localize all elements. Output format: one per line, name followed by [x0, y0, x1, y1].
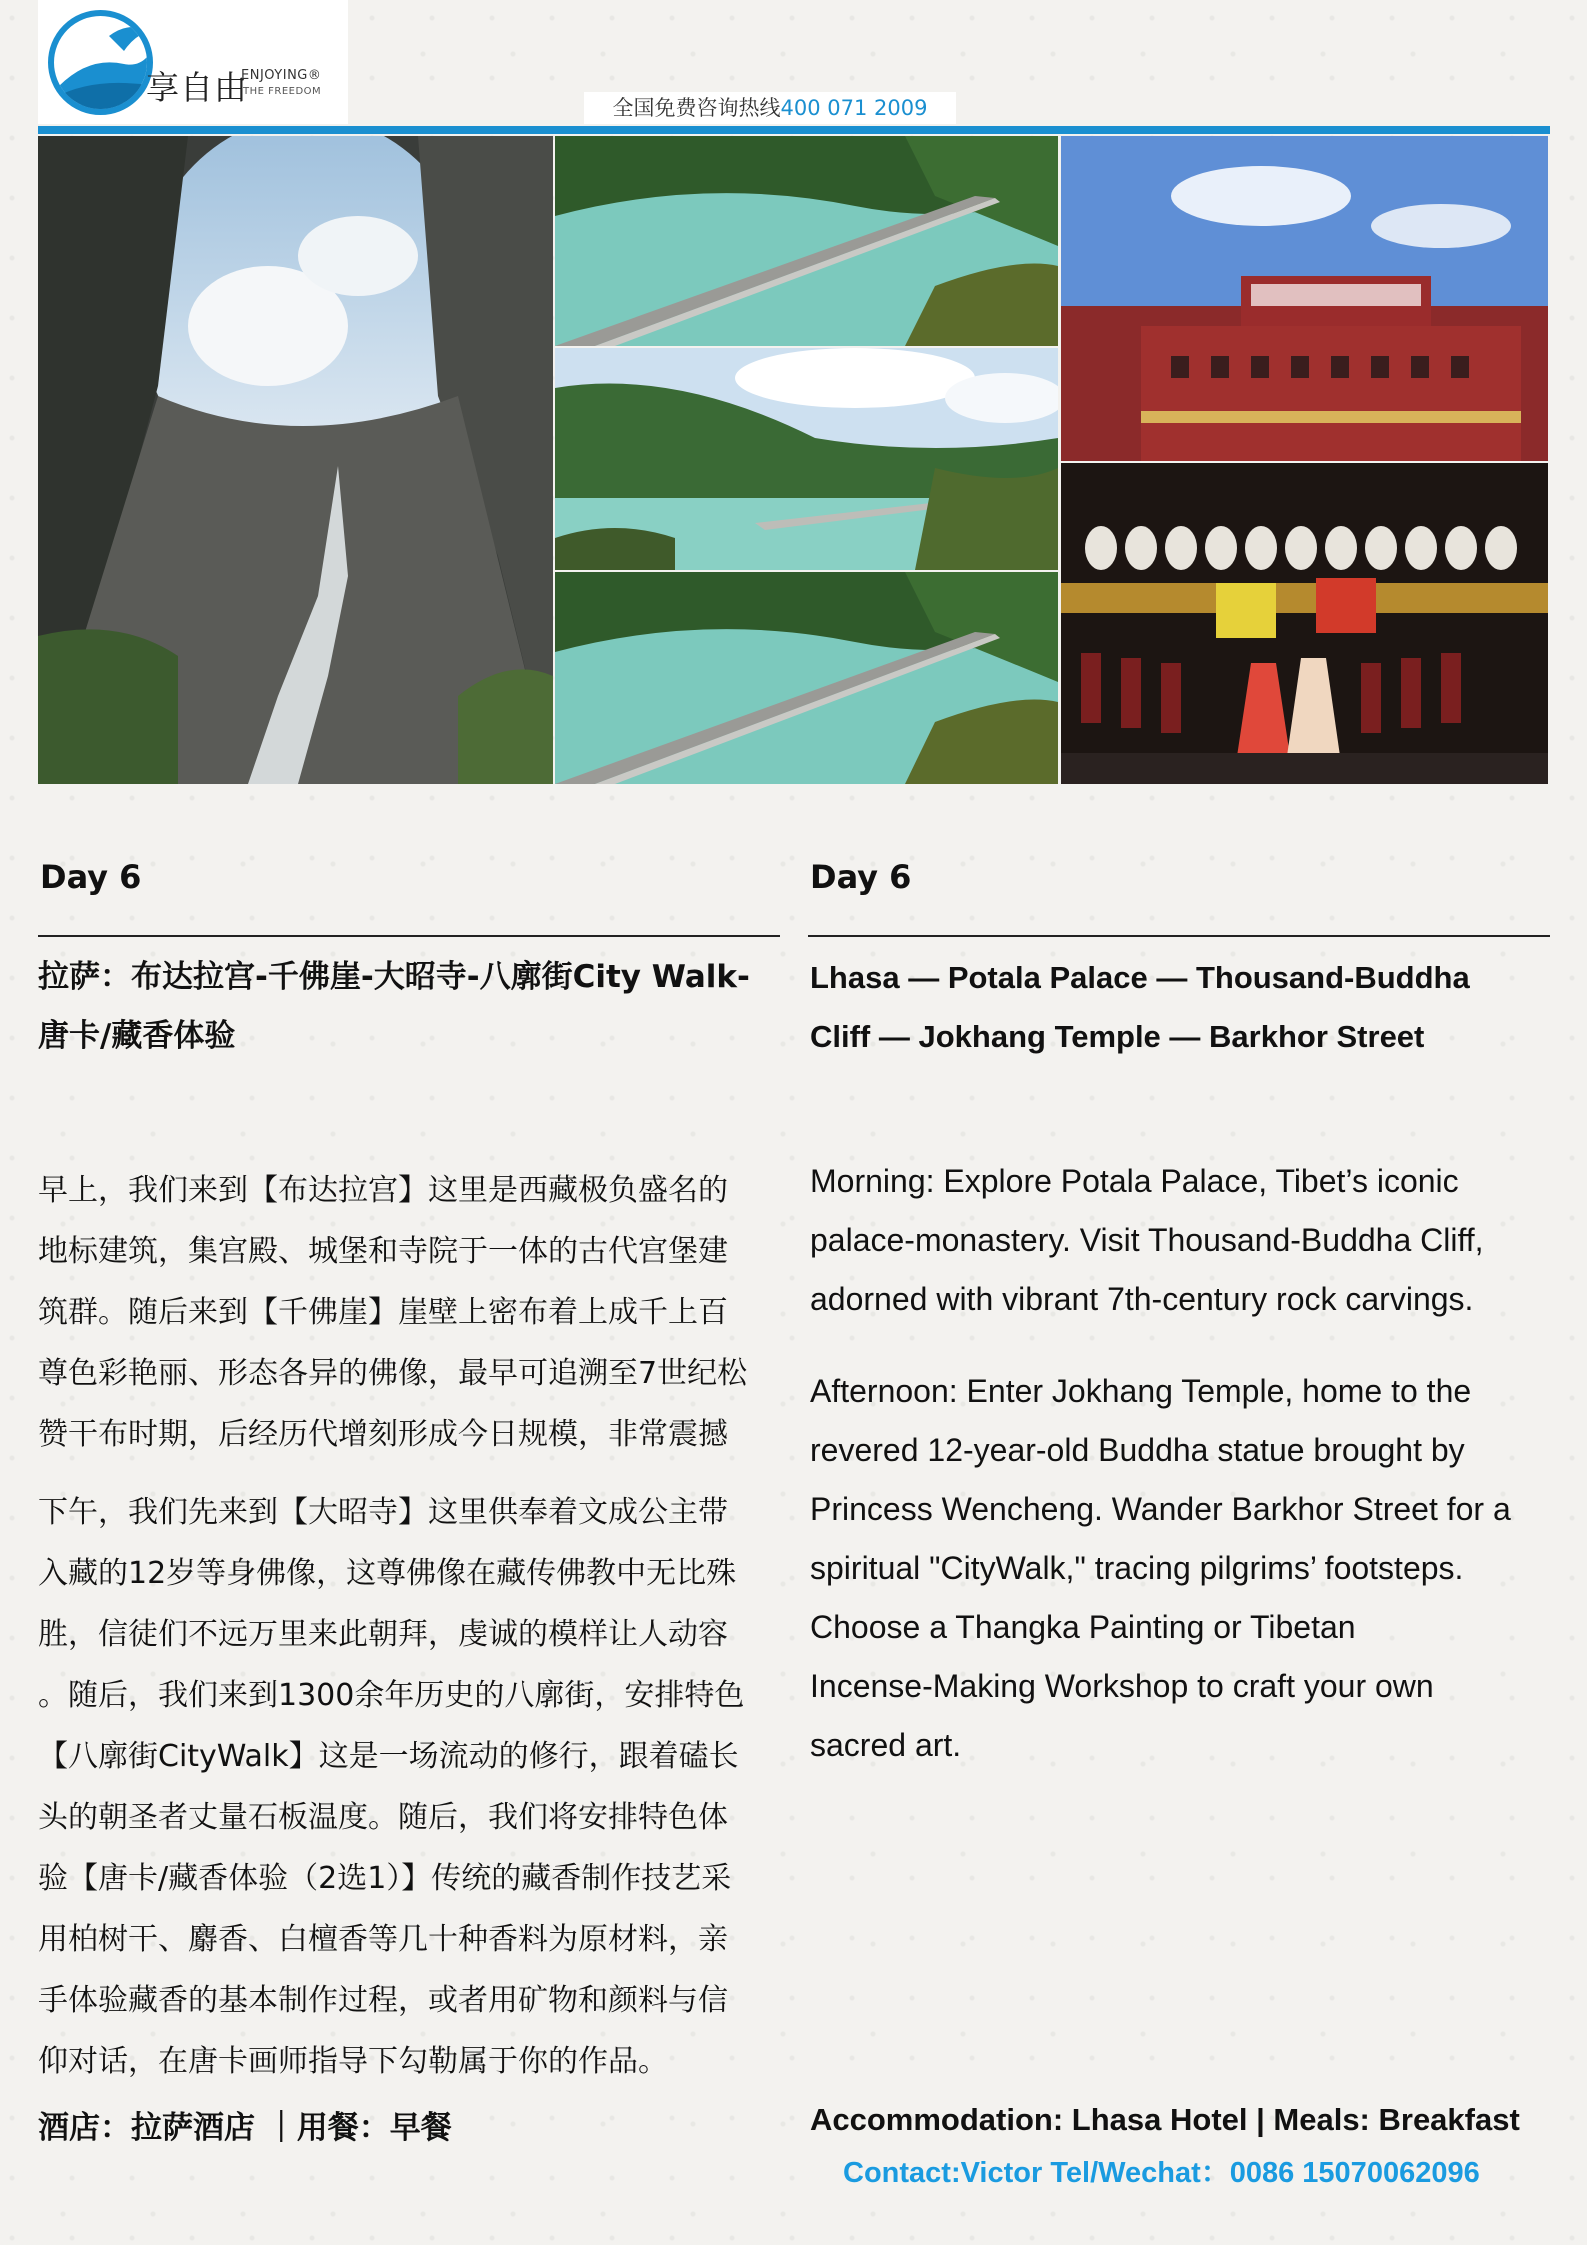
right-day-title: Day 6 — [810, 858, 912, 896]
lake-bridge-photo-2 — [555, 572, 1058, 784]
brand-name-cn: 享自由 — [146, 68, 248, 107]
logo-wave-icon — [48, 10, 153, 115]
right-para2-line: sacred art. — [810, 1727, 962, 1763]
right-para2-line: revered 12-year-old Buddha statue brought by — [810, 1432, 1465, 1468]
brand-logo — [38, 0, 348, 124]
right-para1-line: Morning: Explore Potala Palace, Tibet’s iconic — [810, 1163, 1459, 1199]
left-para2-line: 入藏的12岁等身佛像，这尊佛像在藏传佛教中无比殊 — [38, 1556, 737, 1591]
right-para2-line: Afternoon: Enter Jokhang Temple, home to the — [810, 1373, 1472, 1409]
right-itinerary-title — [810, 948, 1555, 1066]
left-afternoon-paragraph — [38, 1482, 798, 2092]
left-para1-line: 地标建筑，集宫殿、城堡和寺院于一体的古代宫堡建 — [38, 1234, 728, 1269]
left-para1-line: 早上，我们来到【布达拉宫】这里是西藏极负盛名的 — [38, 1173, 728, 1208]
right-footer: Accommodation: Lhasa Hotel | Meals: Breakfast — [810, 2102, 1520, 2137]
left-para2-line: 用柏树干、麝香、白檀香等几十种香料为原材料，亲 — [38, 1922, 728, 1957]
contact-info: Contact:Victor Tel/Wechat：0086 15070062096 — [843, 2157, 1480, 2189]
left-para1-line: 筑群。随后来到【千佛崖】崖壁上密布着上成千上百 — [38, 1295, 728, 1330]
left-para2-line: 头的朝圣者丈量石板温度。随后，我们将安排特色体 — [38, 1800, 728, 1835]
left-title-line-2: 唐卡/藏香体验 — [38, 1018, 236, 1054]
hotline-label: 全国免费咨询热线 — [612, 96, 781, 120]
performance-photo — [1061, 463, 1548, 784]
header-accent-bar — [38, 126, 1550, 134]
left-footer: 酒店：拉萨酒店 ｜用餐：早餐 — [38, 2110, 452, 2146]
left-para2-line: 验【唐卡/藏香体验（2选1）】传统的藏香制作技艺采 — [38, 1861, 732, 1896]
right-para1-line: adorned with vibrant 7th-century rock carvings. — [810, 1281, 1474, 1317]
hotline-number: 400 071 2009 — [780, 96, 928, 120]
hotline — [584, 92, 956, 124]
lake-valley-photo — [555, 348, 1058, 570]
left-para2-line: 胜，信徒们不远万里来此朝拜，虔诚的模样让人动容 — [38, 1617, 728, 1652]
left-para1-line: 赞干布时期，后经历代增刻形成今日规模，非常震撼 — [38, 1417, 728, 1452]
right-para2-line: Incense-Making Workshop to craft your own — [810, 1668, 1434, 1704]
left-title-line-1: 拉萨：布达拉宫-千佛崖-大昭寺-八廓街City Walk- — [38, 959, 750, 995]
left-para2-line: 【八廓街CityWalk】这是一场流动的修行，跟着磕长 — [38, 1739, 739, 1774]
left-morning-paragraph — [38, 1160, 798, 1465]
left-para2-line: 下午，我们先来到【大昭寺】这里供奉着文成公主带 — [38, 1495, 728, 1530]
right-divider — [808, 935, 1550, 937]
left-para2-line: 。随后，我们来到1300余年历史的八廓街，安排特色 — [38, 1678, 745, 1713]
right-title-line-2: Cliff — Jokhang Temple — Barkhor Street — [810, 1019, 1425, 1054]
right-title-line-1: Lhasa — Potala Palace — Thousand-Buddha — [810, 960, 1470, 995]
left-para2-line: 仰对话，在唐卡画师指导下勾勒属于你的作品。 — [38, 2044, 668, 2079]
right-para1-line: palace-monastery. Visit Thousand-Buddha Cliff, — [810, 1222, 1484, 1258]
right-afternoon-paragraph — [810, 1362, 1555, 1775]
right-para2-line: Choose a Thangka Painting or Tibetan — [810, 1609, 1356, 1645]
waterfall-photo — [38, 136, 553, 784]
left-para2-line: 手体验藏香的基本制作过程，或者用矿物和颜料与信 — [38, 1983, 728, 2018]
right-para2-line: spiritual "CityWalk," tracing pilgrims’ footsteps. — [810, 1550, 1464, 1586]
right-morning-paragraph — [810, 1152, 1555, 1329]
brand-name-en: ENJOYING® — [241, 68, 322, 83]
lake-bridge-photo-1 — [555, 136, 1058, 346]
right-para2-line: Princess Wencheng. Wander Barkhor Street for a — [810, 1491, 1511, 1527]
left-itinerary-title — [38, 948, 798, 1066]
left-divider — [38, 935, 780, 937]
left-para1-line: 尊色彩艳丽、形态各异的佛像，最早可追溯至7世纪松 — [38, 1356, 748, 1391]
left-day-title: Day 6 — [40, 858, 142, 896]
tibetan-building-photo — [1061, 136, 1548, 461]
brand-tagline: THE FREEDOM — [243, 86, 322, 97]
